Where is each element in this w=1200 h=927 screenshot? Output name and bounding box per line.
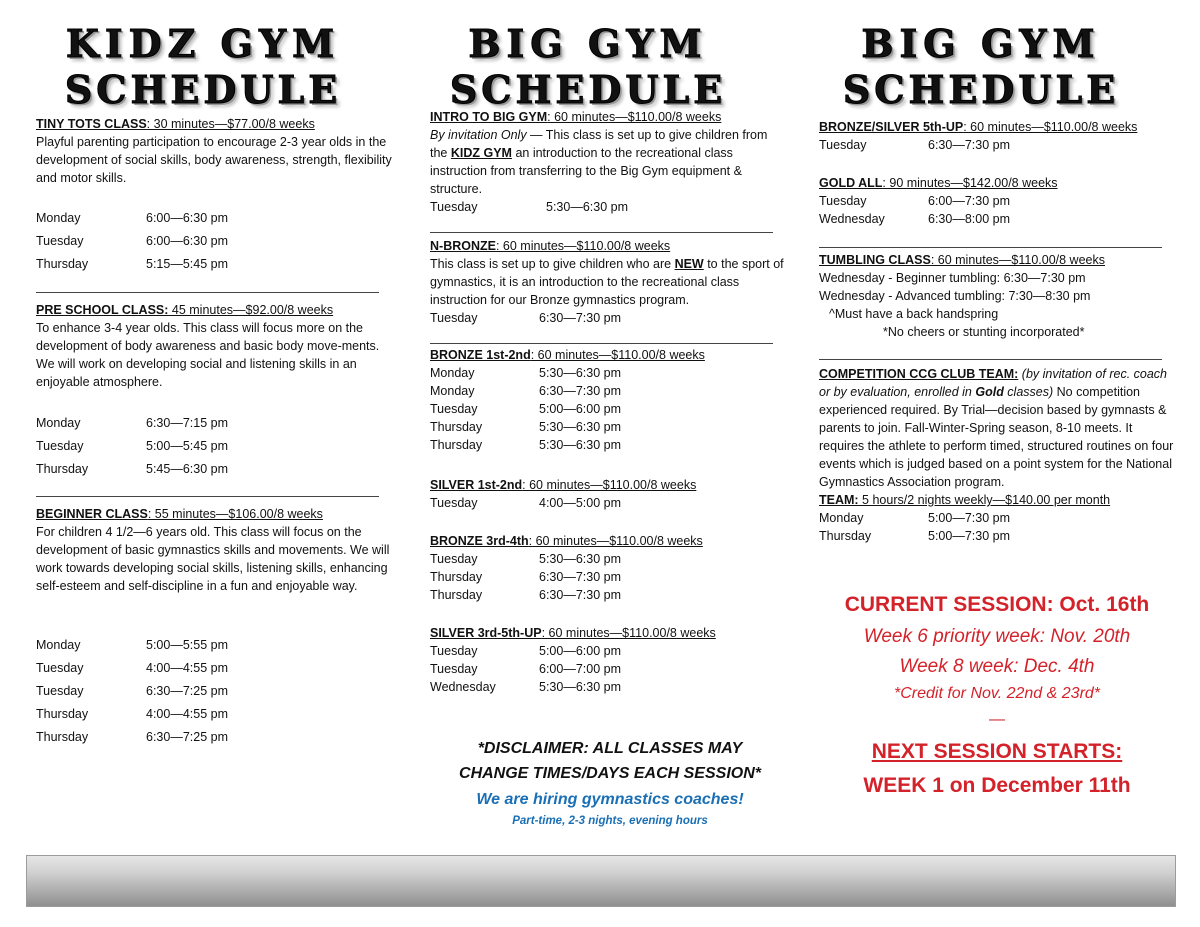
silver-1-2-title: SILVER 1st-2nd xyxy=(430,478,523,492)
beginner-desc: For children 4 1/2—6 years old. This class will focus on the development of basic gymnastics skills and movements. We will work towards developing social skills, listening skills, enhancing self-esteem and self-discipline in a fun and enjoyable way. xyxy=(36,525,390,593)
schedule-row: Tuesday 5:00—6:00 pm xyxy=(430,644,621,658)
bronze-silver-meta: : 60 minutes—$110.00/8 weeks xyxy=(963,120,1138,134)
schedule-row: Tuesday 6:30—7:30 pm xyxy=(430,311,621,325)
schedule-row: Thursday 5:30—6:30 pm xyxy=(430,420,621,434)
silver-3-5-section xyxy=(430,624,782,696)
big-gym-banner-2 xyxy=(806,20,1156,112)
bronze-3-4-section xyxy=(430,532,782,604)
competition-desc: COMPETITION CCG CLUB TEAM: (by invitation of rec. coach or by evaluation, enrolled in Gold classes) No competition experienced required. By Trial—decision based by gymnasts & parents to join. Fall-Winter-Spring season, 8-10 meets. It requires the athlete to perform timed, structured routines on four events which is judged based on a point system for the National Gymnastics Association program. xyxy=(819,367,1174,489)
team-meta: 5 hours/2 nights weekly—$140.00 per month xyxy=(858,493,1111,507)
intro-title: INTRO TO BIG GYM xyxy=(430,110,548,124)
tumbling-meta: : 60 minutes—$110.00/8 weeks xyxy=(930,253,1105,267)
schedule-row: Thursday 4:00—4:55 pm xyxy=(36,707,228,721)
next-session: NEXT SESSION STARTS: xyxy=(871,740,1123,763)
schedule-row: Tuesday 6:30—7:25 pm xyxy=(36,684,228,698)
tiny-tots-meta: : 30 minutes—$77.00/8 weeks xyxy=(146,117,315,131)
schedule-row: Thursday 5:00—7:30 pm xyxy=(819,529,1010,543)
pre-school-times xyxy=(36,414,336,483)
divider xyxy=(36,292,379,293)
schedule-row: Tuesday 4:00—4:55 pm xyxy=(36,661,228,675)
divider xyxy=(36,496,379,497)
n-bronze-title: N-BRONZE xyxy=(430,239,496,253)
silver-1-2-meta: : 60 minutes—$110.00/8 weeks xyxy=(522,478,697,492)
disclaimer-line2: CHANGE TIMES/DAYS EACH SESSION* xyxy=(459,765,761,782)
kidz-gym-banner xyxy=(28,20,378,112)
tumbling-title: TUMBLING CLASS xyxy=(819,253,931,267)
pre-school-title: PRE SCHOOL CLASS: xyxy=(36,303,169,317)
hiring-hours: Part-time, 2-3 nights, evening hours xyxy=(512,815,708,827)
beginner-times xyxy=(36,636,336,751)
beginner-meta: : 55 minutes—$106.00/8 weeks xyxy=(147,507,323,521)
n-bronze-section xyxy=(430,237,786,327)
divider xyxy=(819,247,1162,248)
schedule-row: Wednesday 6:30—8:00 pm xyxy=(819,212,1010,226)
schedule-row: Thursday 6:30—7:25 pm xyxy=(36,730,228,744)
gold-title: GOLD ALL xyxy=(819,176,883,190)
bronze-silver-title: BRONZE/SILVER 5th-UP xyxy=(819,120,964,134)
tiny-tots-times xyxy=(36,209,336,278)
divider xyxy=(430,232,773,233)
pre-school-desc: To enhance 3-4 year olds. This class will focus more on the development of body awareness and basic body move-ments. We will work on developing social and listening skills in an enjoyable atmosphere. xyxy=(36,321,380,389)
schedule-row: Thursday 5:45—6:30 pm xyxy=(36,462,228,476)
tumbling-note: *No cheers or stunting incorporated* xyxy=(883,325,1085,339)
tumbling-beginner: Wednesday - Beginner tumbling: 6:30—7:30 pm xyxy=(819,271,1086,285)
banner-line1: BIG GYM xyxy=(468,21,708,66)
schedule-row: Tuesday 5:30—6:30 pm xyxy=(430,552,621,566)
banner-line1: BIG GYM xyxy=(861,21,1101,66)
schedule-row: Tuesday 6:00—7:30 pm xyxy=(819,194,1010,208)
schedule-row: Tuesday 6:00—7:00 pm xyxy=(430,662,621,676)
schedule-row: Wednesday 5:30—6:30 pm xyxy=(430,680,621,694)
schedule-row: Monday 6:30—7:30 pm xyxy=(430,384,621,398)
schedule-row: Thursday 6:30—7:30 pm xyxy=(430,588,621,602)
current-session: CURRENT SESSION: Oct. 16th xyxy=(844,593,1150,616)
gold-meta: : 90 minutes—$142.00/8 weeks xyxy=(882,176,1058,190)
beginner-title: BEGINNER CLASS xyxy=(36,507,148,521)
gold-section xyxy=(819,174,1179,228)
schedule-row: Tuesday 5:00—5:45 pm xyxy=(36,439,228,453)
bronze-silver-section xyxy=(819,118,1179,154)
bronze-3-4-title: BRONZE 3rd-4th xyxy=(430,534,529,548)
tiny-tots-title: TINY TOTS CLASS xyxy=(36,117,147,131)
tiny-tots-section xyxy=(36,115,396,187)
silver-3-5-meta: : 60 minutes—$110.00/8 weeks xyxy=(541,626,716,640)
schedule-row: Thursday 5:30—6:30 pm xyxy=(430,438,621,452)
pre-school-section xyxy=(36,301,396,391)
bronze-1-2-section xyxy=(430,346,782,454)
schedule-row: Tuesday 4:00—5:00 pm xyxy=(430,496,621,510)
schedule-row: Tuesday 6:00—6:30 pm xyxy=(36,234,228,248)
tumbling-advanced: Wednesday - Advanced tumbling: 7:30—8:30 pm xyxy=(819,289,1091,303)
schedule-row: Monday 5:00—7:30 pm xyxy=(819,511,1010,525)
banner-line1: KIDZ GYM xyxy=(65,21,341,66)
schedule-row: Thursday 6:30—7:30 pm xyxy=(430,570,621,584)
n-bronze-desc: This class is set up to give children who are NEW to the sport of gymnastics, it is an introduction to the recreational class instruction for our Bronze gymnastics program. xyxy=(430,257,784,307)
intro-desc: By invitation Only — This class is set up to give children from the KIDZ GYM an introduction to the recreational class instruction from transferring to the Big Gym equipment & structure. xyxy=(430,128,768,196)
schedule-row: Tuesday 5:30—6:30 pm xyxy=(430,200,628,214)
n-bronze-meta: : 60 minutes—$110.00/8 weeks xyxy=(495,239,671,253)
intro-meta: : 60 minutes—$110.00/8 weeks xyxy=(547,110,722,124)
bronze-1-2-title: BRONZE 1st-2nd xyxy=(430,348,531,362)
footer-bar xyxy=(26,855,1176,907)
beginner-section xyxy=(36,505,396,595)
schedule-row: Monday 5:30—6:30 pm xyxy=(430,366,621,380)
schedule-row: Monday 6:30—7:15 pm xyxy=(36,416,228,430)
schedule-row: Monday 6:00—6:30 pm xyxy=(36,211,228,225)
banner-line2: SCHEDULE xyxy=(449,67,727,112)
silver-3-5-title: SILVER 3rd-5th-UP xyxy=(430,626,542,640)
week8: Week 8 week: Dec. 4th xyxy=(899,656,1095,677)
competition-section xyxy=(819,365,1175,545)
next-session-date: WEEK 1 on December 11th xyxy=(863,774,1131,797)
schedule-row: Tuesday 5:00—6:00 pm xyxy=(430,402,621,416)
tumbling-requirement: ^Must have a back handspring xyxy=(829,307,999,321)
session-dash: — xyxy=(989,711,1005,728)
credit-note: *Credit for Nov. 22nd & 23rd* xyxy=(893,685,1101,702)
divider xyxy=(430,343,773,344)
schedule-row: Tuesday 6:30—7:30 pm xyxy=(819,138,1010,152)
schedule-row: Monday 5:00—5:55 pm xyxy=(36,638,228,652)
tiny-tots-desc: Playful parenting participation to encourage 2-3 year olds in the development of social skills, body awareness, strength, flexibility and motor skills. xyxy=(36,135,392,185)
intro-big-gym-section xyxy=(430,108,782,216)
divider xyxy=(819,359,1162,360)
week6-priority: Week 6 priority week: Nov. 20th xyxy=(863,626,1131,647)
schedule-row: Thursday 5:15—5:45 pm xyxy=(36,257,228,271)
bronze-1-2-meta: : 60 minutes—$110.00/8 weeks xyxy=(530,348,705,362)
disclaimer xyxy=(430,736,790,786)
team-title: TEAM: xyxy=(819,493,859,507)
disclaimer-line1: *DISCLAIMER: ALL CLASSES MAY xyxy=(477,740,743,757)
big-gym-banner-1 xyxy=(428,20,748,112)
hiring-notice: We are hiring gymnastics coaches! xyxy=(476,791,744,808)
silver-1-2-section xyxy=(430,476,782,512)
tumbling-section xyxy=(819,251,1179,341)
banner-line2: SCHEDULE xyxy=(842,67,1120,112)
pre-school-meta: 45 minutes—$92.00/8 weeks xyxy=(168,303,334,317)
bronze-3-4-meta: : 60 minutes—$110.00/8 weeks xyxy=(528,534,703,548)
banner-line2: SCHEDULE xyxy=(64,67,342,112)
